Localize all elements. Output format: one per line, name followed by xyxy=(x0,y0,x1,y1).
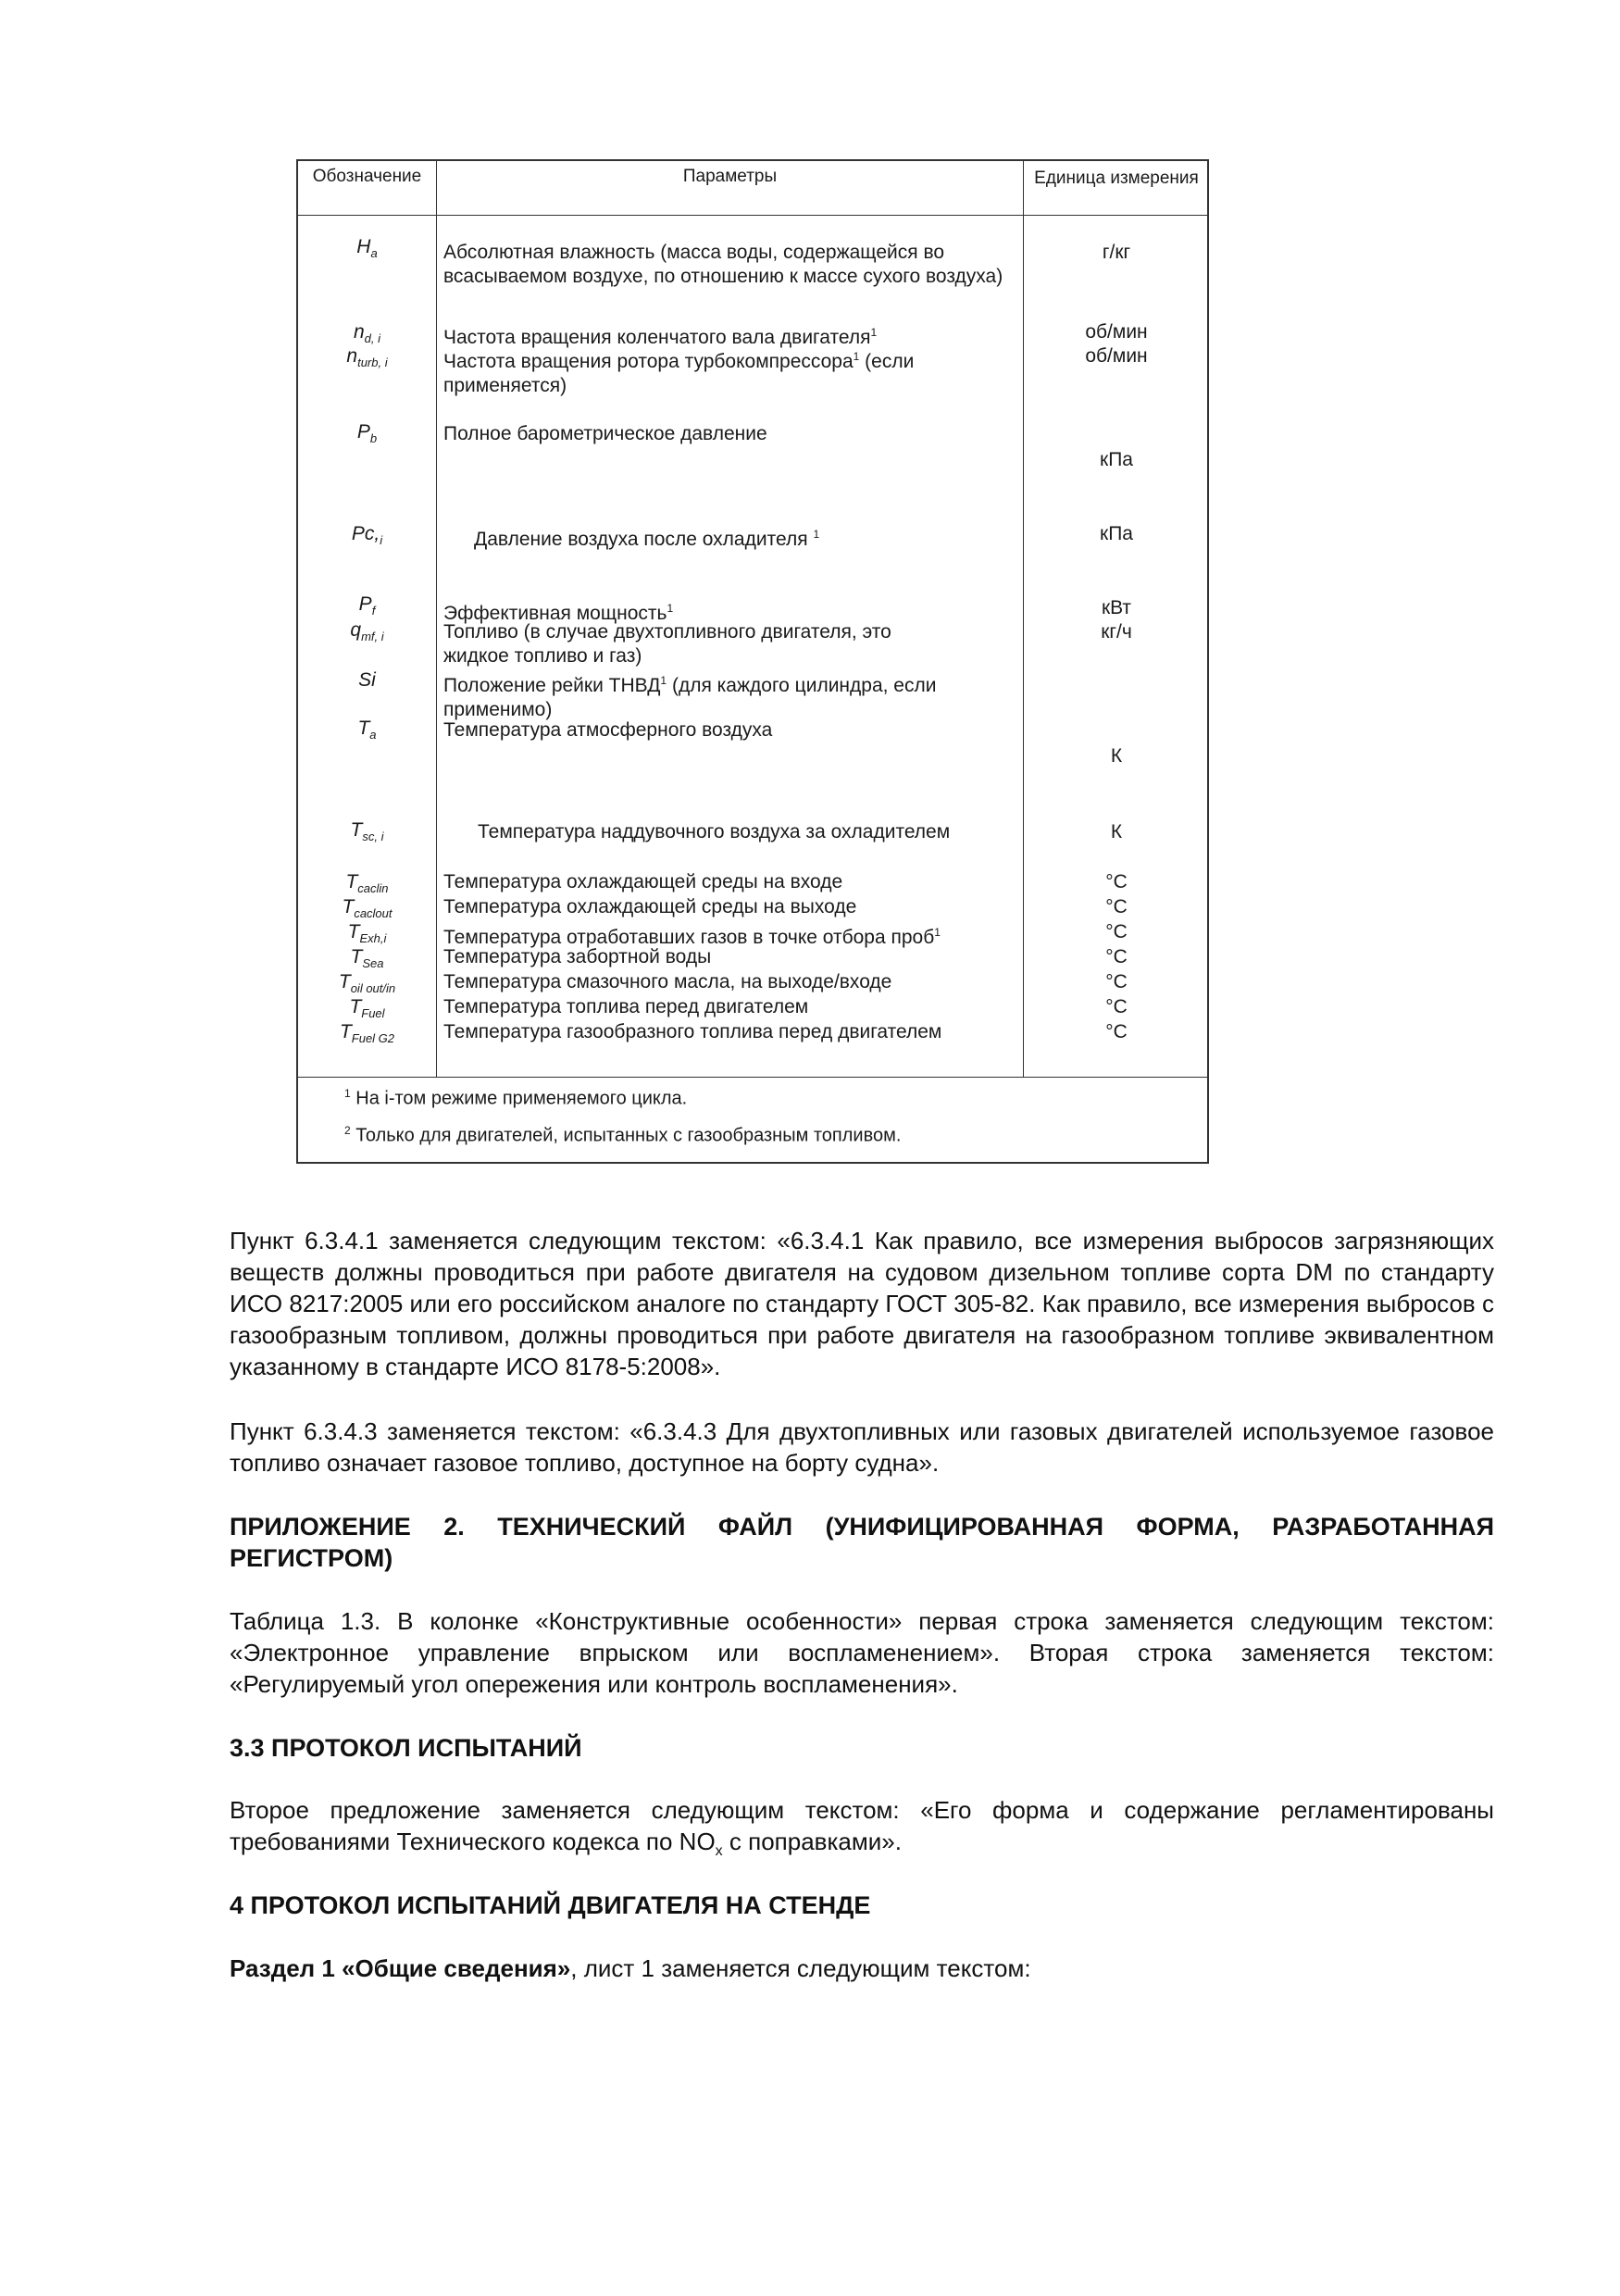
paragraph-table-13: Таблица 1.3. В колонке «Конструктивные особенности» первая строка заменяется следующим текстом: «Электронное управление впрыском или воспламенением». Вторая строка заменяется текстом: «Регулируемый угол опережения или контроль воспламенения». xyxy=(230,1607,1494,1698)
row-parameter: Температура забортной воды xyxy=(443,946,712,967)
row-unit: г/кг xyxy=(1102,242,1131,263)
row-unit: кПа xyxy=(1100,449,1133,470)
row-unit: °C xyxy=(1105,871,1128,892)
row-parameter: Частота вращения ротора турбокомпрессора$^1$ (если применяется) xyxy=(443,350,915,396)
row-unit: К xyxy=(1110,745,1123,767)
row-parameter: Давление воздуха после охладителя $^1$ xyxy=(474,528,820,550)
row-symbol: $H_a$ xyxy=(356,236,378,261)
row-parameter: Частота вращения коленчатого вала двигателя$^1$ xyxy=(443,326,878,348)
row-unit: кПа xyxy=(1100,523,1133,544)
row-parameter: Положение рейки ТНВД$^1$ (для каждого цилиндра, если применимо) xyxy=(443,674,937,720)
row-symbol: $Pc,_i$ xyxy=(351,523,383,548)
row-unit: К xyxy=(1110,821,1123,842)
row-unit: кВт xyxy=(1101,597,1132,618)
heading-test-protocol: 3.3 ПРОТОКОЛ ИСПЫТАНИЙ xyxy=(230,1734,582,1762)
row-symbol: $n_{d, i}$ xyxy=(353,321,381,346)
row-unit: °C xyxy=(1105,921,1128,942)
row-parameter: Температура смазочного масла, на выходе/входе xyxy=(443,971,892,992)
row-symbol: $T_{Fuel G2}$ xyxy=(339,1021,395,1046)
heading-appendix-2: ПРИЛОЖЕНИЕ 2. ТЕХНИЧЕСКИЙ ФАЙЛ (УНИФИЦИРОВАННАЯ ФОРМА, РАЗРАБОТАННАЯ РЕГИСТРОМ) xyxy=(230,1513,1494,1572)
row-parameter: Температура топлива перед двигателем xyxy=(443,996,809,1017)
row-symbol: $T_{Exh,i}$ xyxy=(347,921,387,946)
row-unit: °C xyxy=(1105,996,1128,1017)
header-symbol: Обозначение xyxy=(312,167,422,186)
row-parameter: Температура охлаждающей среды на выходе xyxy=(443,896,857,917)
row-symbol: $T_{Fuel}$ xyxy=(349,996,385,1021)
paragraph-second-sentence: Второе предложение заменяется следующим текстом: «Его форма и содержание регламентированы требованиями Технического кодекса по $NO_x$ с поправками». xyxy=(230,1796,1494,1860)
column-divider xyxy=(436,161,437,1078)
row-symbol: $P_b$ xyxy=(356,421,378,446)
table-footnote: $^2$ Только для двигателей, испытанных с газообразным топливом. xyxy=(344,1124,902,1146)
row-unit: °C xyxy=(1105,946,1128,967)
row-symbol: $T_{oil out/in}$ xyxy=(338,971,396,996)
table-footnote: $^1$ На i-том режиме применяемого цикла. xyxy=(344,1087,688,1109)
row-unit: °C xyxy=(1105,971,1128,992)
row-symbol: $q_{mf, i}$ xyxy=(350,619,384,644)
header-unit: Единица измерения xyxy=(1034,168,1199,188)
row-unit: кг/ч xyxy=(1101,621,1132,643)
row-parameter: Температура отработавших газов в точке отбора проб$^1$ xyxy=(443,926,941,948)
row-symbol: $T_{sc, i}$ xyxy=(350,819,384,844)
row-parameter: Абсолютная влажность (масса воды, содержащейся во всасываемом воздухе, по отношению к массе сухого воздуха) xyxy=(443,242,1003,287)
row-parameter: Температура газообразного топлива перед двигателем xyxy=(443,1021,942,1042)
paragraph-section-1: Раздел 1 «Общие сведения», лист 1 заменяется следующим текстом: xyxy=(230,1954,1031,1982)
row-symbol: $P_f$ xyxy=(358,593,376,618)
row-symbol: Si xyxy=(358,669,376,691)
header-divider xyxy=(298,215,1207,216)
row-parameter: Полное барометрическое давление xyxy=(443,423,767,444)
row-unit: °C xyxy=(1105,1021,1128,1042)
heading-bench-test-protocol: 4 ПРОТОКОЛ ИСПЫТАНИЙ ДВИГАТЕЛЯ НА СТЕНДЕ xyxy=(230,1891,871,1919)
row-unit: об/мин xyxy=(1085,321,1148,343)
row-parameter: Эффективная мощность$^1$ xyxy=(443,602,674,624)
row-unit: об/мин xyxy=(1085,345,1148,367)
paragraph-6341: Пункт 6.3.4.1 заменяется следующим текстом: «6.3.4.1 Как правило, все измерения выбросов загрязняющих веществ должны проводиться при работе двигателя на судовом дизельном топливе сорта DM по стандарту ИСО 8217:2005 или его российском аналоге по стандарту ГОСТ 305-82. Как правило, все измерения выбросов с газообразным топливом, должны проводиться при работе двигателя на газообразном топливе эквивалентном указанному в стандарте ИСО 8178-5:2008». xyxy=(230,1227,1494,1380)
parameters-table xyxy=(296,159,1209,1164)
row-symbol: $n_{turb, i}$ xyxy=(346,345,388,370)
row-symbol: $T_{caclout}$ xyxy=(342,896,393,921)
row-unit: °C xyxy=(1105,896,1128,917)
row-symbol: $T_{Sea}$ xyxy=(350,946,384,971)
row-parameter: Топливо (в случае двухтопливного двигателя, это жидкое топливо и газ) xyxy=(443,621,891,667)
row-parameter: Температура наддувочного воздуха за охладителем xyxy=(478,821,951,842)
header-parameter: Параметры xyxy=(682,167,778,186)
paragraph-6343: Пункт 6.3.4.3 заменяется текстом: «6.3.4.3 Для двухтопливных или газовых двигателей используемое газовое топливо означает газовое топливо, доступное на борту судна». xyxy=(230,1417,1494,1477)
row-parameter: Температура атмосферного воздуха xyxy=(443,719,773,741)
footer-divider xyxy=(298,1077,1207,1078)
row-symbol: $T_{caclin}$ xyxy=(345,871,389,896)
row-parameter: Температура охлаждающей среды на входе xyxy=(443,871,843,892)
row-symbol: $T_a$ xyxy=(357,718,377,742)
